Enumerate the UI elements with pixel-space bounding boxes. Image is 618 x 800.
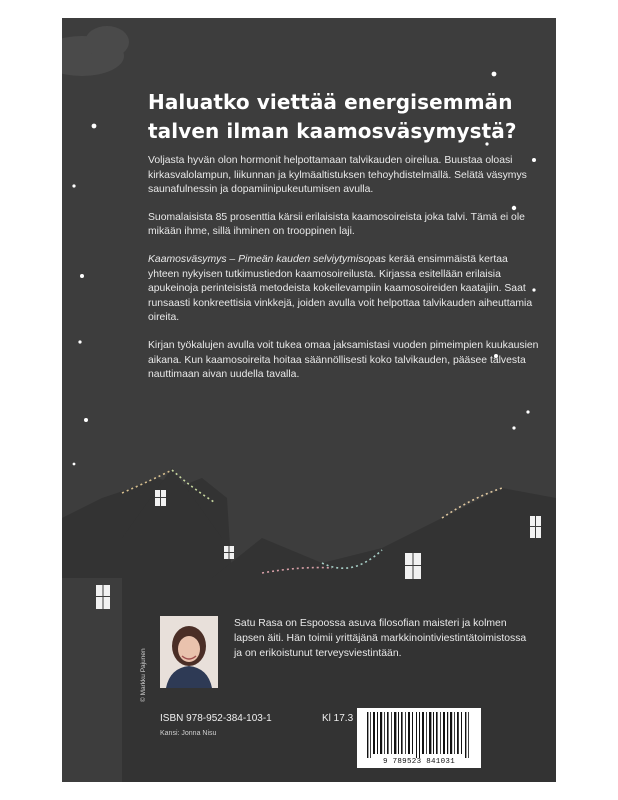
headline-line-2: talven ilman kaamosväsymystä? (148, 119, 517, 143)
blurb-paragraph-3 (148, 253, 540, 326)
star-icon (78, 340, 81, 343)
star-icon (80, 274, 84, 278)
star-icon (492, 72, 497, 77)
star-icon (92, 124, 97, 129)
author-portrait (160, 616, 218, 688)
window-icon (530, 516, 541, 538)
headline-line-1: Haluatko viettää energisemmän (148, 90, 513, 114)
isbn: ISBN 978-952-384-103-1 (160, 713, 272, 724)
author-bio: Satu Rasa on Espoossa asuva filosofian maisteri ja kolmen lapsen äiti. Hän toimii yrittäjänä markkinointiviestintätoimistossa ja on erikoistunut terveysviestintään. (234, 618, 527, 659)
blurb-paragraph-4: Kirjan työkalujen avulla voit tukea omaa jaksamistasi vuoden pimeimpien kuukausien aikana. Kun kaamosoireita hoitaa säännöllisesti koko talvikauden, pääsee talvesta nauttimaan aivan uudella tavalla. (148, 339, 539, 381)
window-icon (96, 585, 110, 609)
photo-credit: © Markku Pajunen (140, 648, 147, 702)
star-icon (526, 410, 529, 413)
blurb-paragraph-3-text: kerää ensimmäistä kertaa yhteen nykyisen tutkimustiedon kaamosoireilusta. Kirjassa esitellään erilaisia apukeinoja perinteisistä metodeista kokeilevampiin kaamosoireiden kaatajiin. Saat runsaasti konkreettisia vinkkejä, joiden avulla voit helpottaa talvikauden aiheuttamia oireita. (148, 253, 533, 324)
barcode-digits: 9 789523 841031 (382, 758, 455, 766)
blurb (148, 154, 540, 396)
author-photo (160, 616, 218, 688)
window-icon (405, 553, 421, 579)
cloud-icon (62, 26, 129, 76)
barcode (357, 708, 481, 768)
classification-code: Kl 17.3 (322, 713, 354, 724)
blurb-paragraph-2: Suomalaisista 85 prosenttia kärsii erilaisista kaamosoireista joka talvi. Tämä ei ole mikään ihme, sillä ihminen on trooppinen laji. (148, 211, 525, 238)
star-icon (84, 418, 88, 422)
star-icon (72, 184, 75, 187)
window-icon (155, 490, 166, 506)
book-back-cover (62, 18, 556, 782)
star-icon (512, 426, 515, 429)
window-icon (224, 546, 234, 559)
book-title-italic: Kaamosväsymys – Pimeän kauden selviytymisopas (148, 253, 386, 265)
star-icon (73, 463, 76, 466)
headline (148, 88, 548, 146)
blurb-paragraph-1: Voljasta hyvän olon hormonit helpottamaan talvikauden oireilua. Buustaa oloasi kirkasvalolampun, liikunnan ja kylmäaltistuksen tehoyhdistelmällä. Selätä väsymys saunafulnessin ja dopamiinipukeutumisen avulla. (148, 155, 527, 196)
cover-designer-credit: Kansi: Jonna Nisu (160, 730, 217, 737)
